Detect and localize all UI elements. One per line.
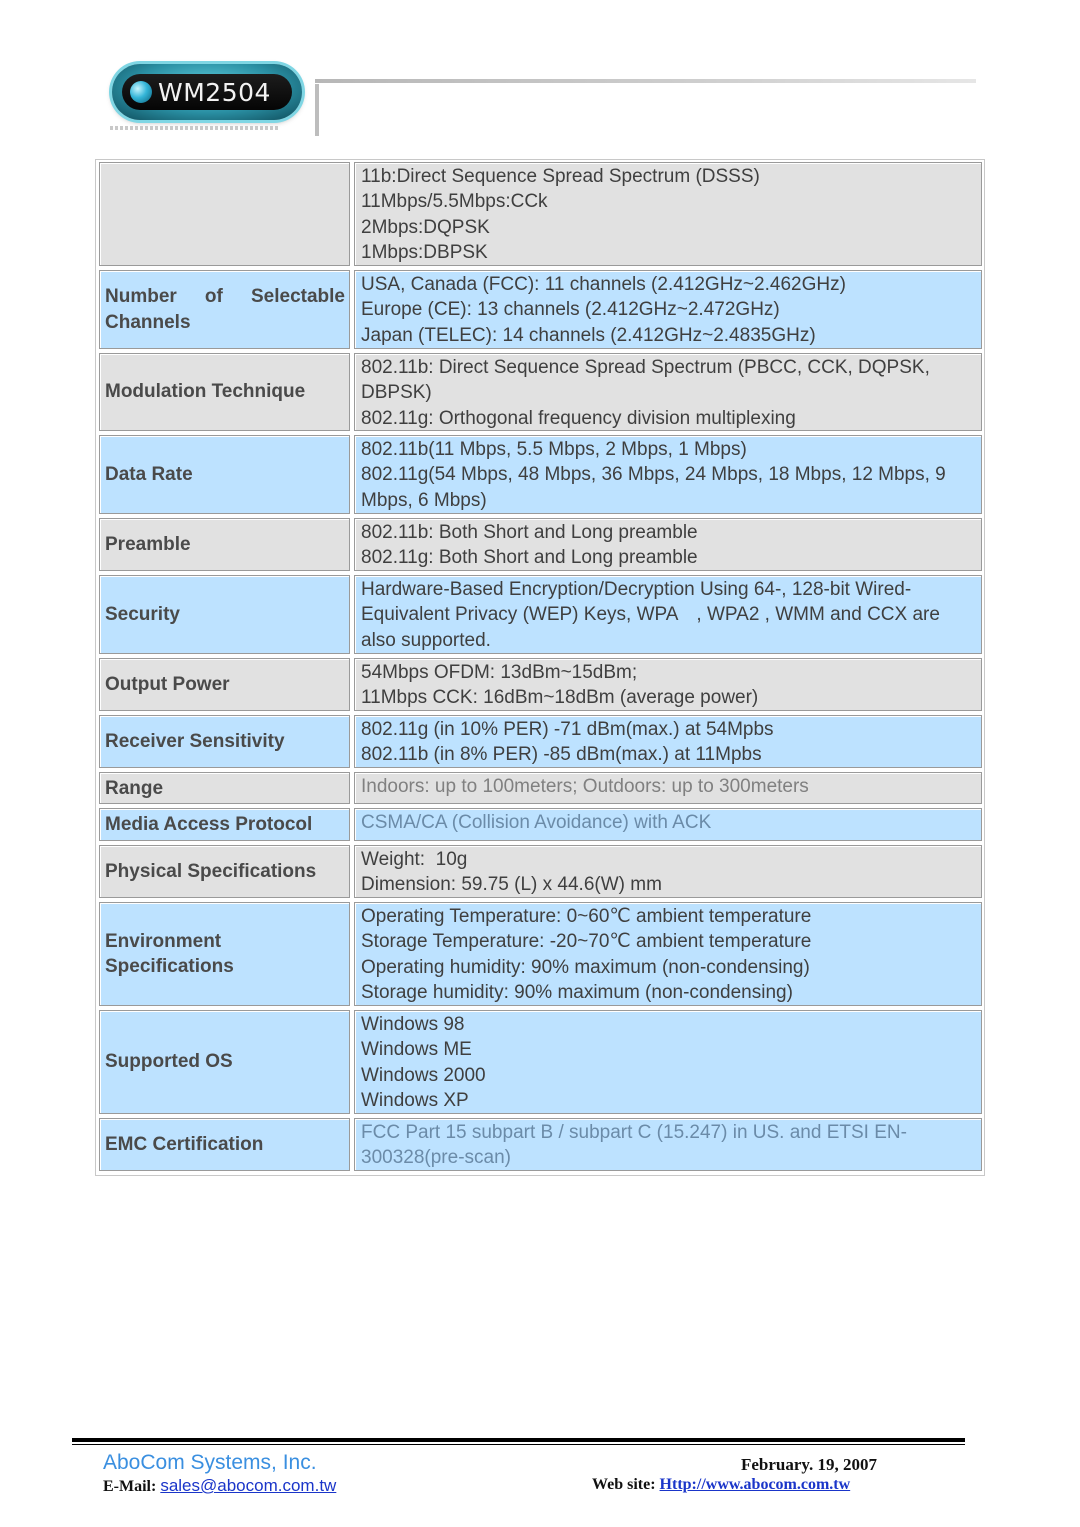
spec-value-line: CSMA/CA (Collision Avoidance) with ACK — [361, 812, 712, 833]
spec-value — [354, 270, 982, 349]
spec-value-line: Storage Temperature: -20~70℃ ambient temperature — [361, 931, 812, 953]
spec-label: Data Rate — [99, 435, 350, 514]
spec-label: Preamble — [99, 518, 350, 571]
spec-value — [354, 715, 982, 768]
spec-label: Physical Specifications — [99, 845, 350, 898]
spec-value-line: Windows ME — [361, 1039, 472, 1061]
logo-orb-icon — [130, 81, 152, 103]
spec-value — [354, 435, 982, 514]
spec-value — [354, 845, 982, 898]
spec-label: Range — [99, 772, 350, 804]
spec-value-line: Windows 2000 — [361, 1064, 486, 1086]
logo-caption-line — [110, 126, 280, 130]
spec-value-line: 802.11g (in 10% PER) -71 dBm(max.) at 54Mpbs — [361, 719, 774, 740]
spec-value-line: Hardware-Based Encryption/Decryption Using 64-, 128-bit Wired-Equivalent Privacy (WEP) Keys, WPA , WPA2 , WMM and CCX are also supported. — [361, 579, 940, 651]
spec-value-line: Indoors: up to 100meters; Outdoors: up to 300meters — [361, 776, 809, 797]
spec-value-line: 2Mbps:DQPSK — [361, 216, 490, 238]
spec-value — [354, 162, 982, 266]
spec-value-line: 1Mbps:DBPSK — [361, 242, 488, 264]
spec-value — [354, 772, 982, 804]
footer-website — [592, 1476, 850, 1494]
header-divider-vertical — [315, 84, 319, 136]
spec-label: Security — [99, 575, 350, 654]
spec-value-line: 802.11g: Both Short and Long preamble — [361, 547, 698, 569]
spec-value — [354, 1010, 982, 1114]
spec-value-line: Japan (TELEC): 14 channels (2.412GHz~2.4835GHz) — [361, 324, 816, 346]
spec-label: Environment Specifications — [99, 902, 350, 1006]
spec-value — [354, 902, 982, 1006]
email-label: E-Mail: — [103, 1478, 157, 1495]
spec-value-line: Operating Temperature: 0~60℃ ambient temperature — [361, 906, 812, 927]
email-link[interactable]: sales@abocom.com.tw — [160, 1476, 337, 1495]
spec-value-line: 802.11b: Both Short and Long preamble — [361, 522, 698, 543]
spec-label: Receiver Sensitivity — [99, 715, 350, 768]
logo-badge — [112, 64, 302, 120]
spec-value-line: Dimension: 59.75 (L) x 44.6(W) mm — [361, 874, 662, 896]
document-date: February. 19, 2007 — [741, 1455, 877, 1474]
spec-label — [99, 162, 350, 266]
spec-value — [354, 575, 982, 654]
spec-label: EMC Certification — [99, 1118, 350, 1171]
spec-value-line: Storage humidity: 90% maximum (non-condensing) — [361, 982, 793, 1004]
spec-value-line: 802.11b (in 8% PER) -85 dBm(max.) at 11Mpbs — [361, 744, 762, 766]
company-name: AboCom Systems, Inc. — [103, 1451, 317, 1474]
website-link[interactable]: Http://www.abocom.com.tw — [659, 1476, 851, 1493]
spec-value-line: 54Mbps OFDM: 13dBm~15dBm; — [361, 662, 638, 683]
spec-label: Modulation Technique — [99, 353, 350, 431]
spec-value-line: 802.11b: Direct Sequence Spread Spectrum (PBCC, CCK, DQPSK, DBPSK) — [361, 357, 930, 404]
spec-label: Supported OS — [99, 1010, 350, 1114]
product-logo — [108, 60, 318, 134]
spec-value-line: Operating humidity: 90% maximum (non-condensing) — [361, 956, 810, 978]
spec-value-line: 11Mbps/5.5Mbps:CCk — [361, 191, 548, 213]
footer-rule-thick — [72, 1438, 965, 1442]
footer-email — [103, 1476, 336, 1496]
website-label: Web site: — [592, 1476, 656, 1493]
spec-value-line: FCC Part 15 subpart B / subpart C (15.247) in US. and ETSI EN-300328(pre-scan) — [361, 1122, 907, 1169]
logo-text: WM2504 — [158, 78, 271, 107]
spec-value-line: Weight: 10g — [361, 849, 468, 870]
footer-rule-thin — [72, 1444, 965, 1445]
spec-value — [354, 353, 982, 431]
spec-value-line: 11b:Direct Sequence Spread Spectrum (DSSS) — [361, 166, 760, 187]
spec-label: Media Access Protocol — [99, 808, 350, 841]
header-divider-horizontal — [315, 79, 976, 83]
spec-value-line: 802.11b(11 Mbps, 5.5 Mbps, 2 Mbps, 1 Mbps) — [361, 439, 747, 460]
spec-value — [354, 1118, 982, 1171]
spec-value-line: Europe (CE): 13 channels (2.412GHz~2.472GHz) — [361, 299, 780, 321]
spec-value — [354, 658, 982, 711]
logo-inner — [122, 74, 292, 110]
spec-value-line: Windows XP — [361, 1090, 469, 1112]
spec-value-line: Windows 98 — [361, 1014, 465, 1035]
spec-label: Output Power — [99, 658, 350, 711]
spec-value-line: 802.11g: Orthogonal frequency division multiplexing — [361, 407, 796, 429]
spec-value — [354, 518, 982, 571]
spec-value-line: 11Mbps CCK: 16dBm~18dBm (average power) — [361, 687, 759, 709]
specification-table — [95, 159, 985, 1176]
spec-value — [354, 808, 982, 841]
spec-value-line: 802.11g(54 Mbps, 48 Mbps, 36 Mbps, 24 Mbps, 18 Mbps, 12 Mbps, 9 Mbps, 6 Mbps) — [361, 464, 946, 511]
spec-label: Number of Selectable Channels — [99, 270, 350, 349]
spec-value-line: USA, Canada (FCC): 11 channels (2.412GHz~2.462GHz) — [361, 274, 846, 295]
